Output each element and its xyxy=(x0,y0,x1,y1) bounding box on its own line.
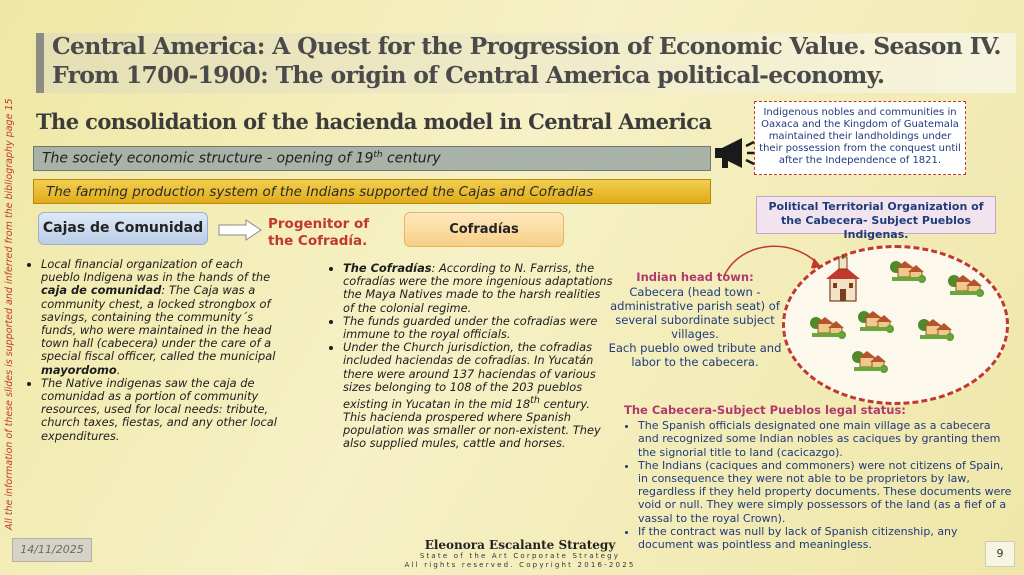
title-line-2: From 1700-1900: The origin of Central America political-economy. xyxy=(52,61,885,89)
village-icon xyxy=(890,261,926,283)
title-accent-bar xyxy=(36,33,44,93)
progenitor-line-1: Progenitor of xyxy=(268,216,370,232)
cofradias-b3-sup: th xyxy=(530,395,540,407)
legal-item: • The Indians (caciques and commoners) were not citizens of Spain, in consequence they were not able to be proprietors by law, regardless if they held property documents. These documents were void or null. They were simply possessors of the land (as a fief of a vassal to the royal Crown). xyxy=(638,459,1014,525)
cajas-b1-bold2: mayordomo xyxy=(41,362,117,377)
cofradias-bullet-3 xyxy=(343,341,613,450)
cofradias-bullet-2: • The funds guarded under the cofradias were immune to the royal officials. xyxy=(343,315,613,341)
cajas-b1-mid: : The Caja was a community chest, a locked strongbox of savings, containing the community´s funds, who were maintained in the head town hall (cabecera) under the care of a special fiscal officer, called the municipal xyxy=(41,283,276,364)
legal-status-section xyxy=(614,404,1014,551)
political-organization-box: Political Territorial Organization of the Cabecera- Subject Pueblos Indigenas. xyxy=(756,196,996,234)
head-town-description xyxy=(600,270,790,369)
indigenous-landholding-note: Indigenous nobles and communities in Oaxaca and the Kingdom of Guatemala maintained their landholdings under their possession from the conquest until after the Independence of 1821. xyxy=(754,101,966,175)
footer-tagline: State of the Art Corporate Strategy xyxy=(419,552,621,560)
page-number: 9 xyxy=(985,541,1015,567)
title-line-1: Central America: A Quest for the Progression of Economic Value. Season IV. xyxy=(52,32,1001,60)
village-icon xyxy=(948,275,984,297)
village-icon xyxy=(852,351,888,373)
church-icon xyxy=(826,255,860,301)
slide-subtitle: The consolidation of the hacienda model in Central America xyxy=(36,109,712,134)
head-town-label: Indian head town: xyxy=(636,270,754,284)
legal-item: • The Spanish officials designated one main village as a cabecera and recognized some Indian nobles as caciques by granting them the signorial title to land (cacicazgo). xyxy=(638,419,1014,459)
cajas-bullet-1 xyxy=(41,258,283,377)
villages-illustration xyxy=(810,255,990,395)
cajas-b1-end: . xyxy=(116,362,121,377)
cajas-description xyxy=(28,258,283,443)
society-bar-sup: th xyxy=(373,150,383,160)
progenitor-line-2: the Cofradía. xyxy=(268,233,368,249)
cajas-bullet-2: • The Native indigenas saw the caja de comunidad as a portion of community resources, used for local needs: tribute, church taxes, fiestas, and any other local expenditures. xyxy=(41,377,283,443)
cajas-b1-text: Local financial organization of each pueblo Indigena was in the hands of the xyxy=(41,257,271,285)
cofradias-bullet-1 xyxy=(343,262,613,315)
society-bar-end: century xyxy=(382,150,441,167)
cofradias-description xyxy=(330,262,613,451)
megaphone-icon xyxy=(712,134,758,174)
farming-system-bar: The farming production system of the Indians supported the Cajas and Cofradias xyxy=(33,179,711,204)
arrow-right-icon xyxy=(218,219,262,241)
cofradias-b3-end: century. This hacienda prospered where Spanish population was smaller or non-existent. They also supplied mules, cattle and horses. xyxy=(343,396,601,451)
cajas-b1-bold: caja de comunidad xyxy=(41,283,162,298)
slide-title xyxy=(52,32,1012,90)
head-town-text-1: Cabecera (head town - administrative parish seat) of several subordinate subject villages. xyxy=(610,285,780,341)
society-bar-text: The society economic structure - opening of 19 xyxy=(42,150,374,167)
cofradias-b3-text: Under the Church jurisdiction, the cofradias included haciendas de cofradías. In Yucatán there were around 137 haciendas of various sizes belonging to 108 of the 203 pueblos existing in Yucatan in the mid 18 xyxy=(343,340,596,411)
village-icon xyxy=(918,319,954,341)
bibliography-side-note: All the information of these slides is supported and inferred from the bibliography page 15 xyxy=(4,98,15,530)
society-structure-bar xyxy=(33,146,711,171)
village-icon xyxy=(810,317,846,339)
date-badge: 14/11/2025 xyxy=(12,538,92,562)
footer-copyright: All rights reserved. Copyright 2016-2025 xyxy=(404,561,636,569)
cofradias-b1-text: : According to N. Farriss, the cofradías were the more ingenious adaptations the Maya Natives made to the harsh realities of the colonial regime. xyxy=(343,261,613,315)
head-town-text-2: Each pueblo owed tribute and labor to the cabecera. xyxy=(608,341,782,369)
legal-item: • If the contract was null by lack of Spanish citizenship, any document was pointless and meaningless. xyxy=(638,525,1014,551)
legal-status-title: The Cabecera-Subject Pueblos legal status: xyxy=(624,403,906,417)
village-icon xyxy=(858,311,894,333)
footer-brand: Eleonora Escalante Strategy xyxy=(424,538,616,552)
cofradias-label: Cofradías xyxy=(404,212,564,247)
cajas-de-comunidad-label: Cajas de Comunidad xyxy=(38,212,208,245)
footer xyxy=(390,538,650,570)
progenitor-label xyxy=(268,216,369,250)
cofradias-b1-bold: The Cofradías xyxy=(343,261,432,275)
